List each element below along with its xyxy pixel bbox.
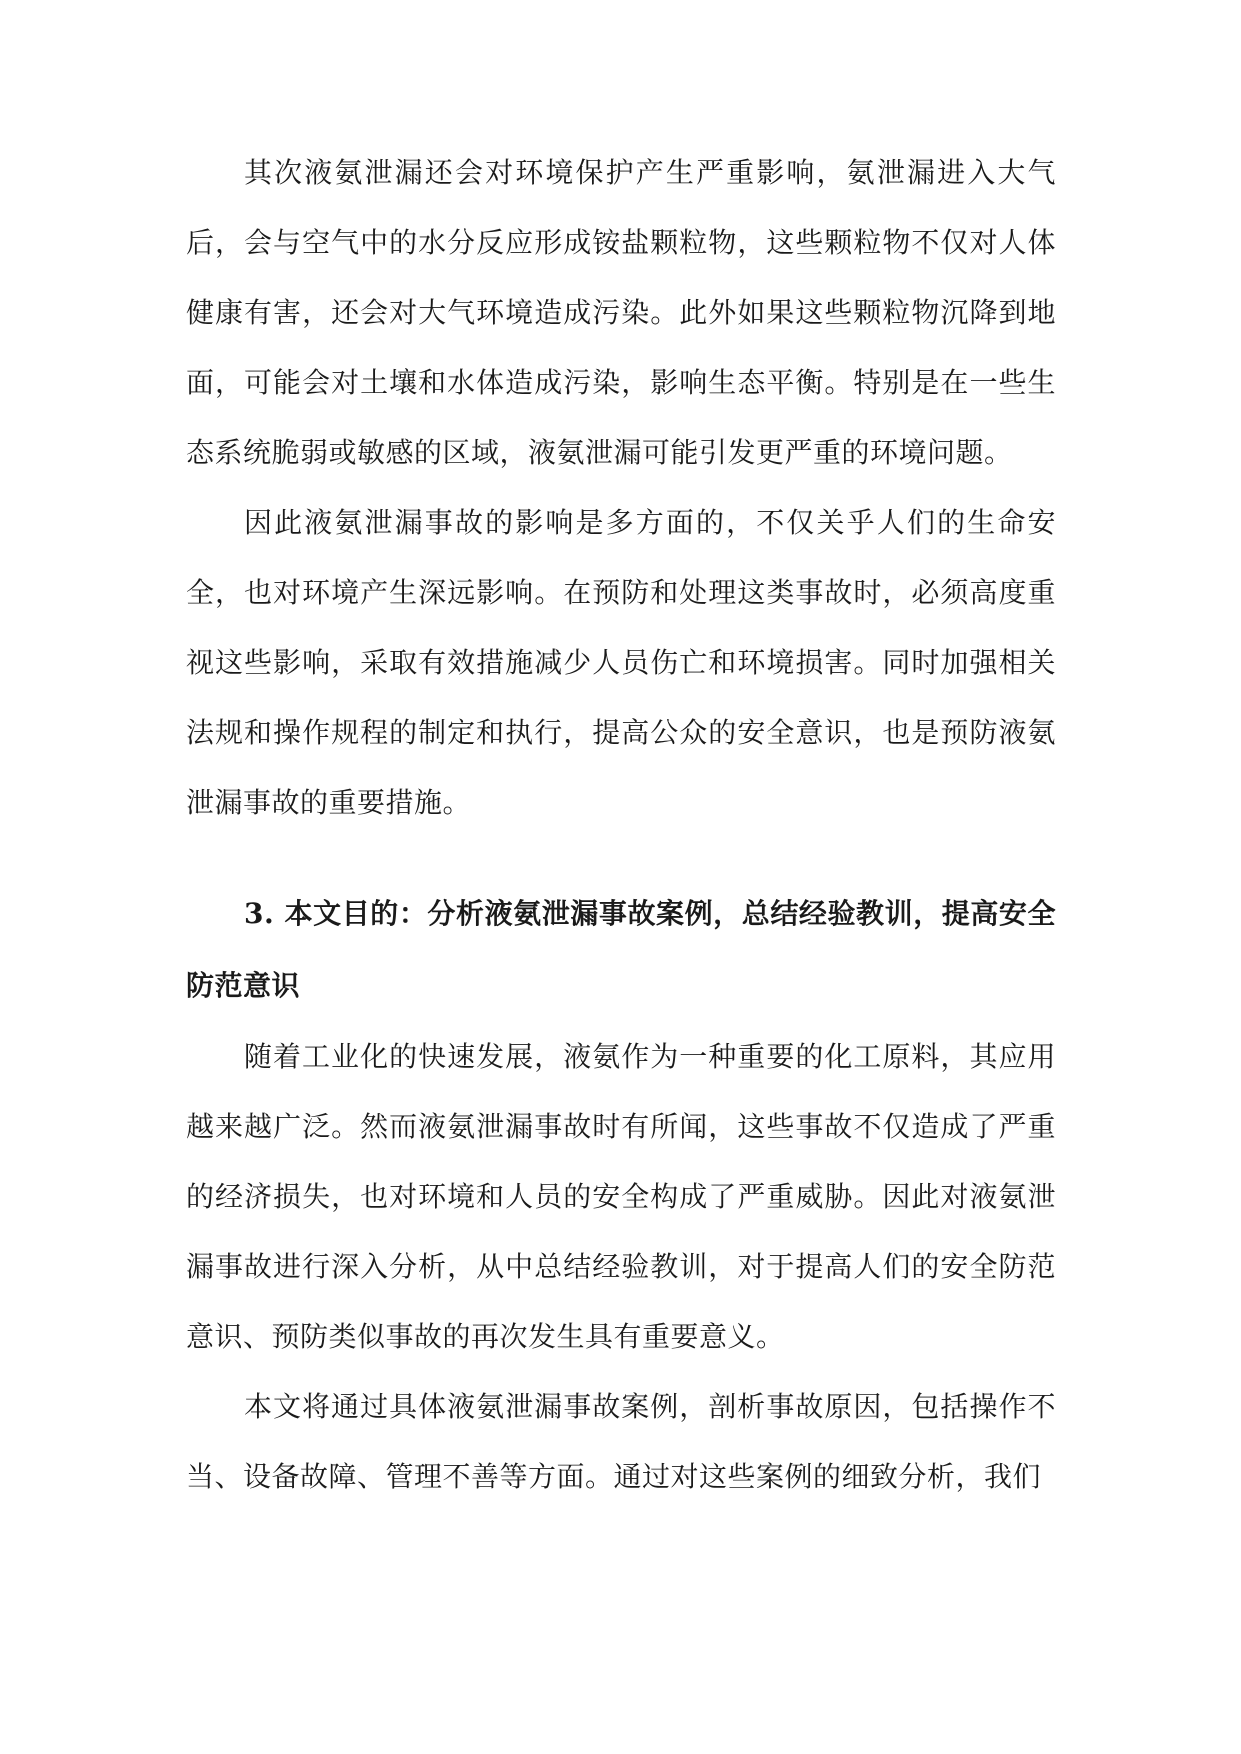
paragraph-approach: 本文将通过具体液氨泄漏事故案例，剖析事故原因，包括操作不当、设备故障、管理不善等方面。通过对这些案例的细致分析，我们 bbox=[186, 1390, 1056, 1493]
document-page bbox=[186, 138, 1056, 1512]
paragraph-impact-summary: 因此液氨泄漏事故的影响是多方面的，不仅关乎人们的生命安全，也对环境产生深远影响。在预防和处理这类事故时，必须高度重视这些影响，采取有效措施减少人员伤亡和环境损害。同时加强相关法规和操作规程的制定和执行，提高公众的安全意识，也是预防液氨泄漏事故的重要措施。 bbox=[186, 506, 1056, 819]
section-heading: 3. 本文目的：分析液氨泄漏事故案例，总结经验教训，提高安全防范意识 bbox=[186, 897, 1056, 1002]
paragraph-background: 随着工业化的快速发展，液氨作为一种重要的化工原料，其应用越来越广泛。然而液氨泄漏事故时有所闻，这些事故不仅造成了严重的经济损失，也对环境和人员的安全构成了严重威胁。因此对液氨泄漏事故进行深入分析，从中总结经验教训，对于提高人们的安全防范意识、预防类似事故的再次发生具有重要意义。 bbox=[186, 1040, 1056, 1353]
paragraph-environmental-impact: 其次液氨泄漏还会对环境保护产生严重影响，氨泄漏进入大气后，会与空气中的水分反应形成铵盐颗粒物，这些颗粒物不仅对人体健康有害，还会对大气环境造成污染。此外如果这些颗粒物沉降到地面，可能会对土壤和水体造成污染，影响生态平衡。特别是在一些生态系统脆弱或敏感的区域，液氨泄漏可能引发更严重的环境问题。 bbox=[186, 156, 1056, 469]
